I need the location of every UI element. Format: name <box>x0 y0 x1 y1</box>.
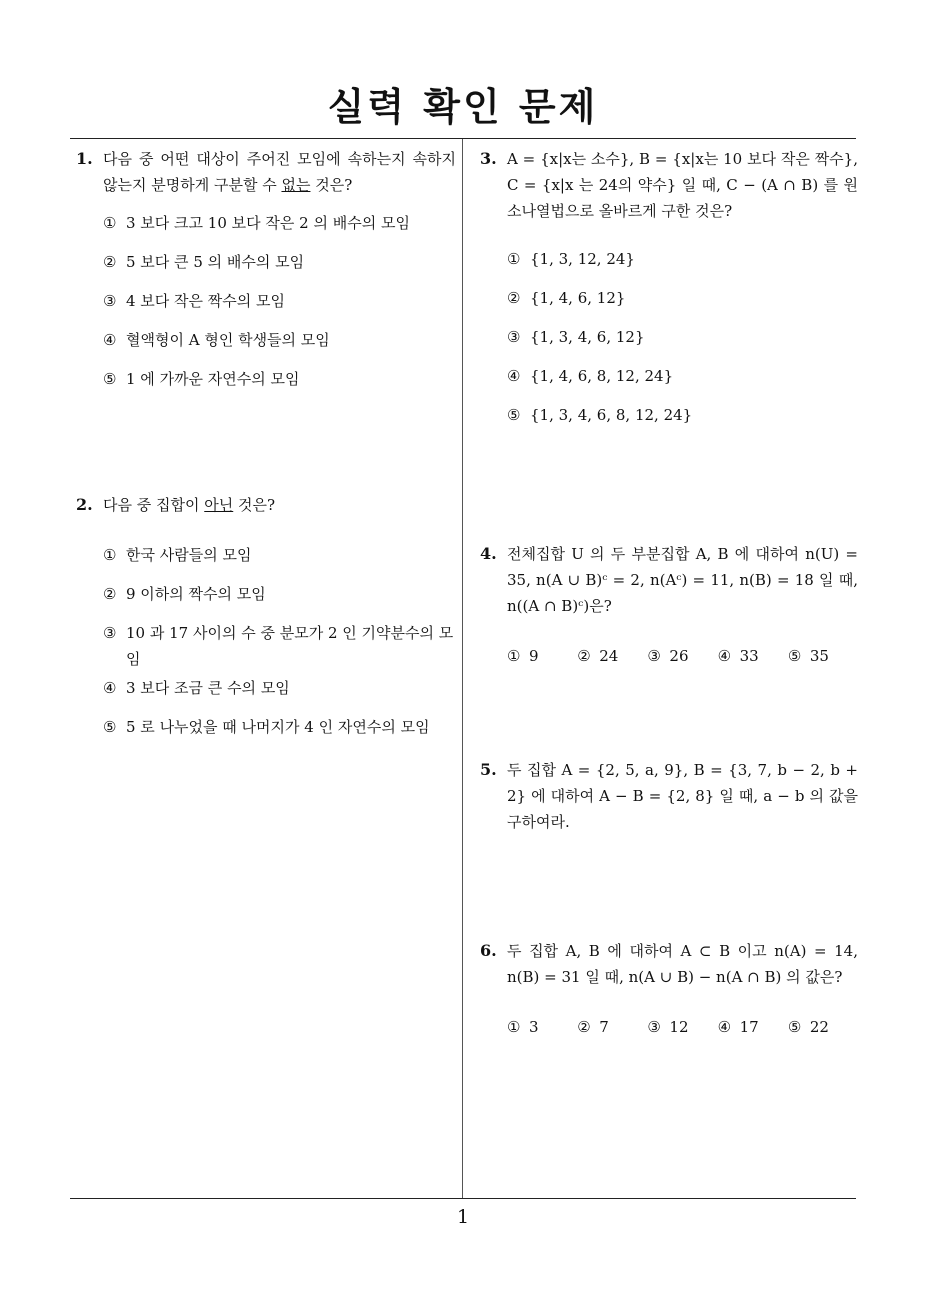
choice-marker: ⑤ <box>787 647 802 665</box>
choice-marker: ⑤ <box>103 718 117 736</box>
question-3 <box>480 146 858 441</box>
choice-text: 9 이하의 짝수의 모임 <box>126 585 266 603</box>
question-6 <box>480 938 858 1040</box>
choice-text: 17 <box>739 1018 759 1036</box>
choice-4[interactable] <box>507 363 858 402</box>
choice-text: 10 과 17 사이의 수 중 분모가 2 인 기약분수의 모임 <box>126 624 454 668</box>
choice-text: 22 <box>809 1018 829 1036</box>
choice-marker: ③ <box>647 1018 661 1036</box>
choice-marker: ① <box>507 647 521 665</box>
choice-1[interactable] <box>507 1014 577 1040</box>
choice-marker: ⑤ <box>103 370 117 388</box>
choice-5[interactable] <box>507 402 858 441</box>
choice-marker: ④ <box>717 1018 732 1036</box>
choice-2[interactable] <box>103 249 456 288</box>
choice-marker: ② <box>103 585 117 603</box>
question-stem: 다음 중 집합이 아닌 것은? <box>103 496 276 514</box>
choice-5[interactable] <box>788 1014 858 1040</box>
choice-4[interactable] <box>103 675 456 714</box>
choice-text: {1, 3, 12, 24} <box>530 250 635 268</box>
choice-3[interactable] <box>647 643 717 669</box>
choice-text: 5 로 나누었을 때 나머지가 4 인 자연수의 모임 <box>126 718 430 736</box>
choice-marker: ② <box>103 253 117 271</box>
underlined-keyword: 없는 <box>281 176 311 194</box>
choice-4[interactable] <box>718 643 788 669</box>
choice-1[interactable] <box>103 210 456 249</box>
question-number: 5. <box>480 760 497 779</box>
question-stem: A = {x|x는 소수}, B = {x|x는 10 보다 작은 짝수}, C = {x|x 는 24의 약수} 일 때, C − (A ∩ B) 를 원소나열법으로 올바르게 구한 것은? <box>507 150 858 220</box>
choice-text: {1, 4, 6, 8, 12, 24} <box>530 367 674 385</box>
question-number: 1. <box>76 149 93 168</box>
question-stem: 전체집합 U 의 두 부분집합 A, B 에 대하여 n(U) = 35, n(A ∪ B)ᶜ = 2, n(Aᶜ) = 11, n(B) = 18 일 때, n((A ∩ B)ᶜ)은? <box>507 545 858 615</box>
choice-text: 3 <box>529 1018 539 1036</box>
choice-text: {1, 4, 6, 12} <box>530 289 626 307</box>
choice-2[interactable] <box>577 643 647 669</box>
choice-text: 26 <box>669 647 689 665</box>
choice-3[interactable] <box>103 620 456 675</box>
choice-2[interactable] <box>103 581 456 620</box>
choice-marker: ⑤ <box>507 406 521 424</box>
choice-5[interactable] <box>788 643 858 669</box>
choice-marker: ① <box>507 1018 521 1036</box>
choice-text: 한국 사람들의 모임 <box>126 546 252 564</box>
bottom-rule <box>70 1198 856 1199</box>
question-1 <box>76 146 456 405</box>
choice-text: 1 에 가까운 자연수의 모임 <box>126 370 300 388</box>
choice-1[interactable] <box>507 643 577 669</box>
choice-text: 35 <box>809 647 829 665</box>
choice-list <box>507 246 858 441</box>
choice-list <box>103 210 456 405</box>
question-2 <box>76 492 456 753</box>
choice-text: 24 <box>599 647 619 665</box>
choice-4[interactable] <box>718 1014 788 1040</box>
choice-4[interactable] <box>103 327 456 366</box>
choice-marker: ④ <box>103 679 117 697</box>
choice-text: 5 보다 큰 5 의 배수의 모임 <box>126 253 305 271</box>
choice-3[interactable] <box>507 324 858 363</box>
choice-marker: ① <box>507 250 521 268</box>
choice-text: 4 보다 작은 짝수의 모임 <box>126 292 286 310</box>
choice-5[interactable] <box>103 366 456 405</box>
choice-2[interactable] <box>577 1014 647 1040</box>
question-number: 6. <box>480 941 497 960</box>
choice-text: 3 보다 크고 10 보다 작은 2 의 배수의 모임 <box>126 214 410 232</box>
choice-marker: ④ <box>103 331 117 349</box>
choice-text: 12 <box>669 1018 689 1036</box>
choice-marker: ① <box>103 214 117 232</box>
page-title: 실력 확인 문제 <box>327 85 599 129</box>
choice-text: 3 보다 조금 큰 수의 모임 <box>126 679 290 697</box>
choice-marker: ② <box>577 1018 591 1036</box>
column-divider <box>462 139 463 1199</box>
choice-text: 9 <box>529 647 539 665</box>
choice-marker: ② <box>577 647 591 665</box>
question-number: 2. <box>76 495 93 514</box>
choice-list <box>507 643 858 669</box>
choice-1[interactable] <box>507 246 858 285</box>
choice-marker: ② <box>507 289 521 307</box>
choice-list <box>103 542 456 753</box>
choice-text: 33 <box>739 647 759 665</box>
choice-3[interactable] <box>103 288 456 327</box>
choice-marker: ③ <box>647 647 661 665</box>
choice-marker: ⑤ <box>787 1018 802 1036</box>
choice-marker: ③ <box>103 624 117 642</box>
question-stem: 다음 중 어떤 대상이 주어진 모임에 속하는지 속하지 않는지 분명하게 구분할 수 없는 것은? <box>103 150 456 194</box>
choice-5[interactable] <box>103 714 456 753</box>
choice-list <box>507 1014 858 1040</box>
question-number: 4. <box>480 544 497 563</box>
question-number: 3. <box>480 149 497 168</box>
top-rule <box>70 138 856 139</box>
choice-text: 7 <box>599 1018 609 1036</box>
question-4 <box>480 541 858 669</box>
choice-3[interactable] <box>647 1014 717 1040</box>
page-number: 1 <box>456 1206 470 1228</box>
choice-marker: ③ <box>103 292 117 310</box>
choice-marker: ④ <box>717 647 732 665</box>
choice-text: {1, 3, 4, 6, 8, 12, 24} <box>530 406 693 424</box>
underlined-keyword: 아닌 <box>204 496 234 514</box>
choice-text: 혈액형이 A 형인 학생들의 모임 <box>126 331 330 349</box>
choice-marker: ① <box>103 546 117 564</box>
choice-text: {1, 3, 4, 6, 12} <box>530 328 645 346</box>
choice-marker: ④ <box>507 367 521 385</box>
choice-marker: ③ <box>507 328 521 346</box>
question-stem: 두 집합 A, B 에 대하여 A ⊂ B 이고 n(A) = 14, n(B) = 31 일 때, n(A ∪ B) − n(A ∩ B) 의 값은? <box>507 942 858 986</box>
question-stem: 두 집합 A = {2, 5, a, 9}, B = {3, 7, b − 2, b + 2} 에 대하여 A − B = {2, 8} 일 때, a − b 의 값을 구하여라. <box>507 761 858 831</box>
choice-2[interactable] <box>507 285 858 324</box>
question-5 <box>480 757 858 835</box>
choice-1[interactable] <box>103 542 456 581</box>
